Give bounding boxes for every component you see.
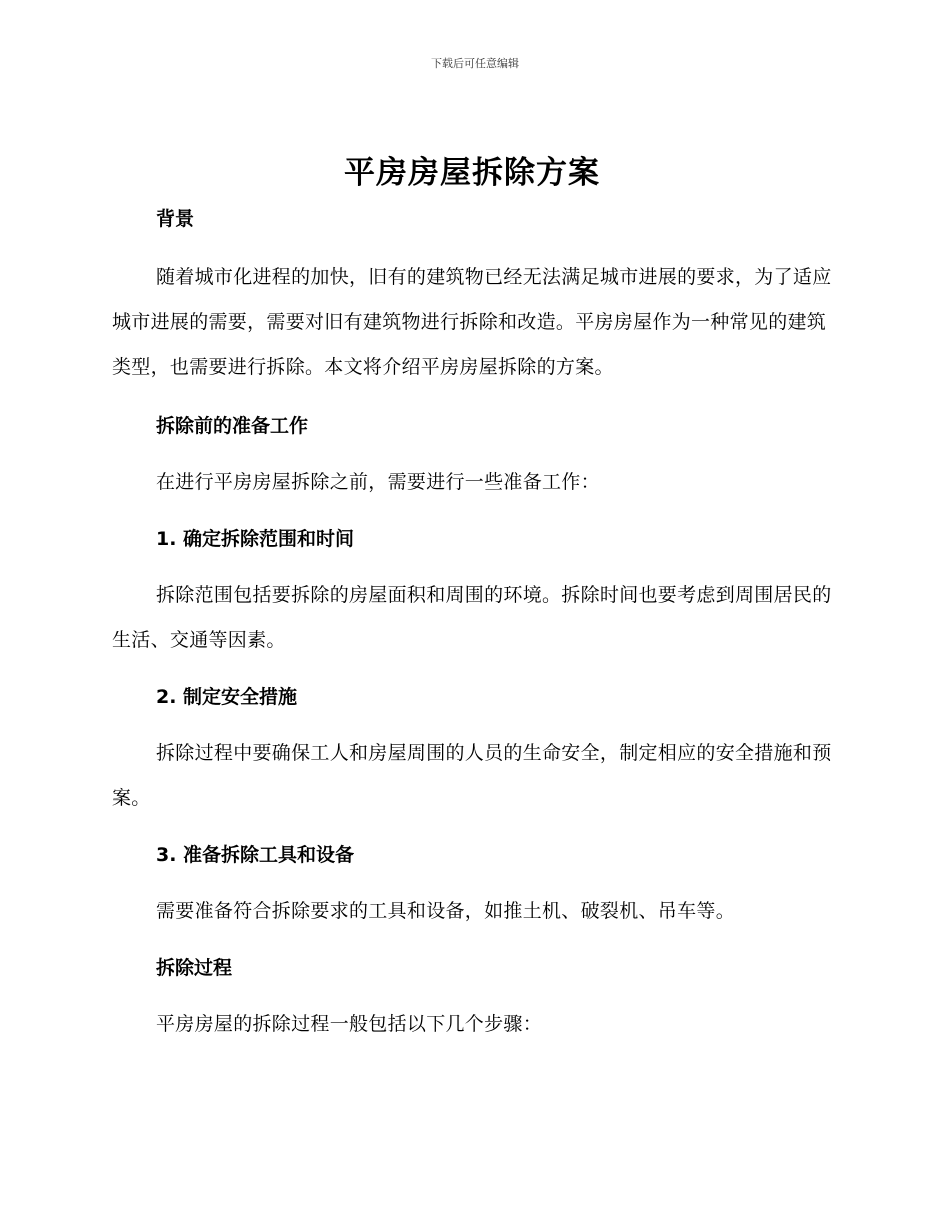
prep-item-3-heading: 3. 准备拆除工具和设备 bbox=[156, 844, 355, 866]
prep-item-1-heading: 1. 确定拆除范围和时间 bbox=[156, 528, 355, 550]
prep-item-2-heading: 2. 制定安全措施 bbox=[156, 686, 298, 708]
section-heading-prep: 拆除前的准备工作 bbox=[156, 415, 309, 437]
background-paragraph: 随着城市化进程的加快，旧有的建筑物已经无法满足城市进展的要求，为了适应城市进展的需要，需要对旧有建筑物进行拆除和改造。平房房屋作为一种常见的建筑类型，也需要进行拆除。本文将介绍平房房屋拆除的方案。 bbox=[112, 266, 832, 378]
prep-intro-paragraph: 在进行平房房屋拆除之前，需要进行一些准备工作： bbox=[156, 471, 600, 493]
prep-item-1-paragraph: 拆除范围包括要拆除的房屋面积和周围的环境。拆除时间也要考虑到周围居民的生活、交通等因素。 bbox=[112, 584, 832, 651]
process-intro-paragraph: 平房房屋的拆除过程一般包括以下几个步骤： bbox=[156, 1013, 543, 1035]
prep-item-3-paragraph: 需要准备符合拆除要求的工具和设备，如推土机、破裂机、吊车等。 bbox=[156, 900, 736, 922]
document-title: 平房房屋拆除方案 bbox=[344, 155, 600, 191]
document-body bbox=[112, 150, 832, 1047]
page-header-note: 下载后可任意编辑 bbox=[431, 57, 519, 70]
prep-item-2-paragraph: 拆除过程中要确保工人和房屋周围的人员的生命安全，制定相应的安全措施和预案。 bbox=[112, 742, 832, 809]
section-heading-background: 背景 bbox=[156, 208, 195, 230]
section-heading-process: 拆除过程 bbox=[156, 957, 233, 979]
